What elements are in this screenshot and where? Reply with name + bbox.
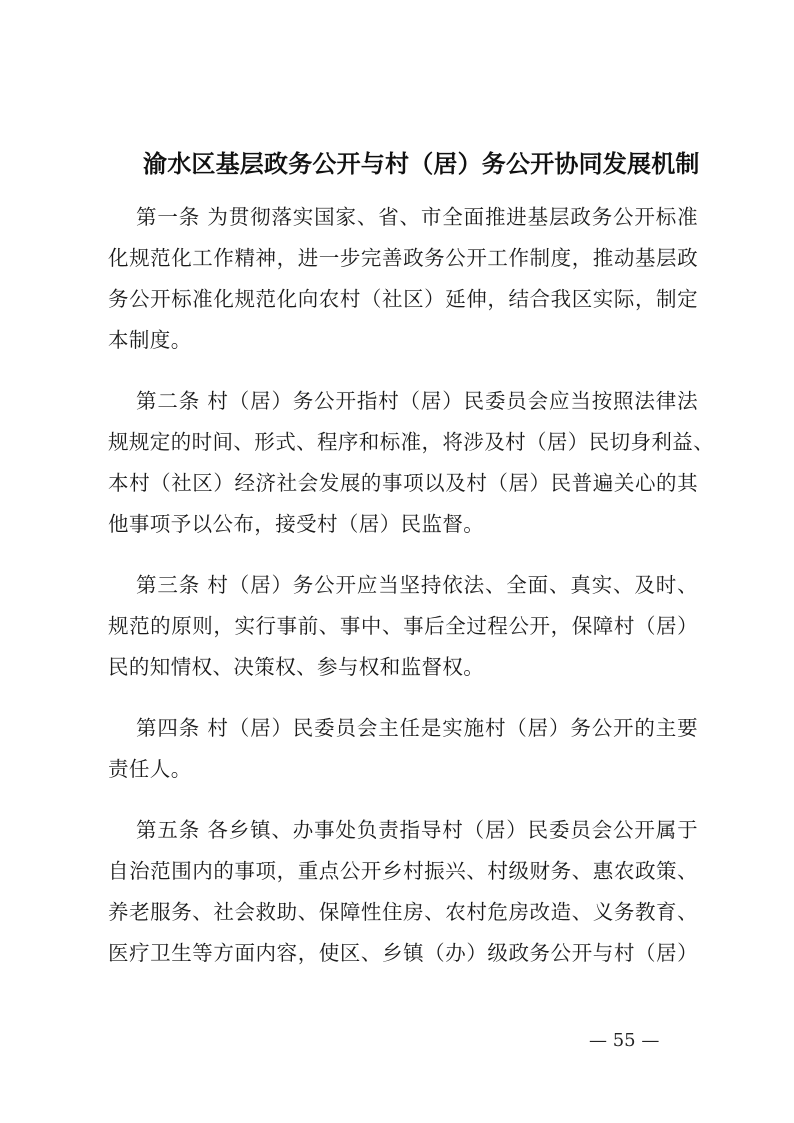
text-line: 第一条 为贯彻落实国家、省、市全面推进基层政务公开标准 (136, 205, 698, 229)
text-line: 第五条 各乡镇、办事处负责指导村（居）民委员会公开属于 (136, 818, 698, 842)
article-2 (108, 381, 715, 545)
text-line: 第四条 村（居）民委员会主任是实施村（居）务公开的主要 (136, 716, 698, 740)
text-line: 本制度。 (108, 328, 192, 352)
page-number: — 55 — (589, 1030, 660, 1051)
text-line: 民的知情权、决策权、参与权和监督权。 (108, 655, 485, 679)
text-line: 规规定的时间、形式、程序和标准，将涉及村（居）民切身利益、 (108, 430, 715, 454)
text-line: 务公开标准化规范化向农村（社区）延伸，结合我区实际，制定 (108, 287, 698, 311)
article-3 (108, 565, 698, 688)
article-4 (108, 708, 698, 790)
text-line: 养老服务、社会救助、保障性住房、农村危房改造、义务教育、 (108, 900, 698, 924)
text-line: 第二条 村（居）务公开指村（居）民委员会应当按照法律法 (136, 389, 698, 413)
text-line: 规范的原则，实行事前、事中、事后全过程公开，保障村（居） (108, 614, 698, 638)
text-line: 第三条 村（居）务公开应当坚持依法、全面、真实、及时、 (136, 573, 698, 597)
text-line: 本村（社区）经济社会发展的事项以及村（居）民普遍关心的其 (108, 471, 698, 495)
text-line: 化规范化工作精神，进一步完善政务公开工作制度，推动基层政 (108, 246, 698, 270)
document-title: 渝水区基层政务公开与村（居）务公开协同发展机制 (143, 150, 700, 178)
text-line: 自治范围内的事项，重点公开乡村振兴、村级财务、惠农政策、 (108, 859, 698, 883)
article-1 (108, 197, 698, 361)
text-line: 医疗卫生等方面内容，使区、乡镇（办）级政务公开与村（居） (108, 941, 698, 965)
text-line: 责任人。 (108, 757, 192, 781)
text-line: 他事项予以公布，接受村（居）民监督。 (108, 512, 485, 536)
article-5 (108, 810, 698, 974)
document-body (108, 197, 715, 994)
